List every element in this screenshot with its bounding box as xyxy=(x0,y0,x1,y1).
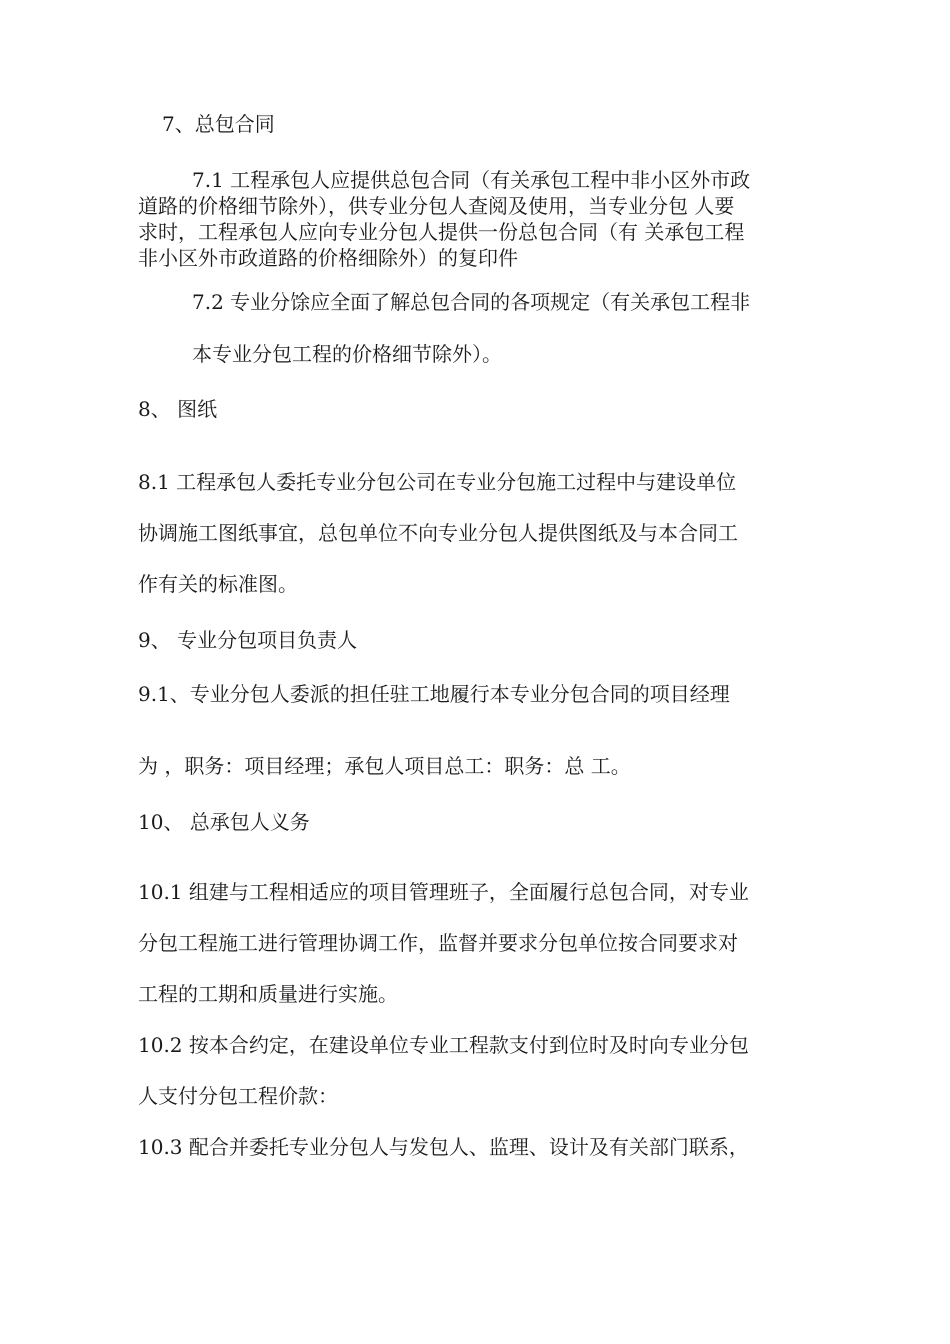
paragraph-10-1-line-2: 分包工程施工进行管理协调工作，监督并要求分包单位按合同要求对 xyxy=(138,931,738,955)
paragraph-10-3-line-1: 10.3 配合并委托专业分包人与发包人、监理、设计及有关部门联系， xyxy=(138,1135,749,1159)
section-10-heading: 10、 总承包人义务 xyxy=(138,810,310,834)
paragraph-8-1-line-2: 协调施工图纸事宜，总包单位不向专业分包人提供图纸及与本合同工 xyxy=(138,521,738,545)
paragraph-10-1-line-1: 10.1 组建与工程相适应的项目管理班子，全面履行总包合同，对专业 xyxy=(138,880,749,904)
paragraph-10-1-line-3: 工程的工期和质量进行实施。 xyxy=(138,982,398,1006)
paragraph-7-2-line-1: 7.2 专业分馀应全面了解总包合同的各项规定（有关承包工程非 xyxy=(192,290,751,314)
paragraph-7-1-line-1: 7.1 工程承包人应提供总包合同（有关承包工程中非小区外市政 xyxy=(192,168,751,192)
paragraph-9-1-line-2: 为 ，职务：项目经理；承包人项目总工：职务：总 工。 xyxy=(138,754,631,778)
paragraph-8-1-line-3: 作有关的标准图。 xyxy=(138,572,298,596)
paragraph-7-1-line-4: 非小区外市政道路的价格细除外）的复印件 xyxy=(138,246,518,270)
paragraph-7-1-line-3: 求时，工程承包人应向专业分包人提供一份总包合同（有 关承包工程 xyxy=(138,220,745,244)
section-8-heading: 8、 图纸 xyxy=(138,397,218,421)
paragraph-10-2-line-1: 10.2 按本合约定，在建设单位专业工程款支付到位时及时向专业分包 xyxy=(138,1033,749,1057)
section-7-heading: 7、总包合同 xyxy=(162,112,275,136)
paragraph-10-2-line-2: 人支付分包工程价款： xyxy=(138,1084,338,1108)
paragraph-9-1-line-1: 9.1、专业分包人委派的担任驻工地履行本专业分包合同的项目经理 xyxy=(138,682,730,706)
paragraph-8-1-line-1: 8.1 工程承包人委托专业分包公司在专业分包施工过程中与建设单位 xyxy=(138,470,737,494)
paragraph-7-1-line-2: 道路的价格细节除外），供专业分包人查阅及使用，当专业分包 人要 xyxy=(138,194,735,218)
paragraph-7-2-line-2: 本专业分包工程的价格细节除外）。 xyxy=(192,342,502,366)
section-9-heading: 9、 专业分包项目负责人 xyxy=(138,628,358,652)
